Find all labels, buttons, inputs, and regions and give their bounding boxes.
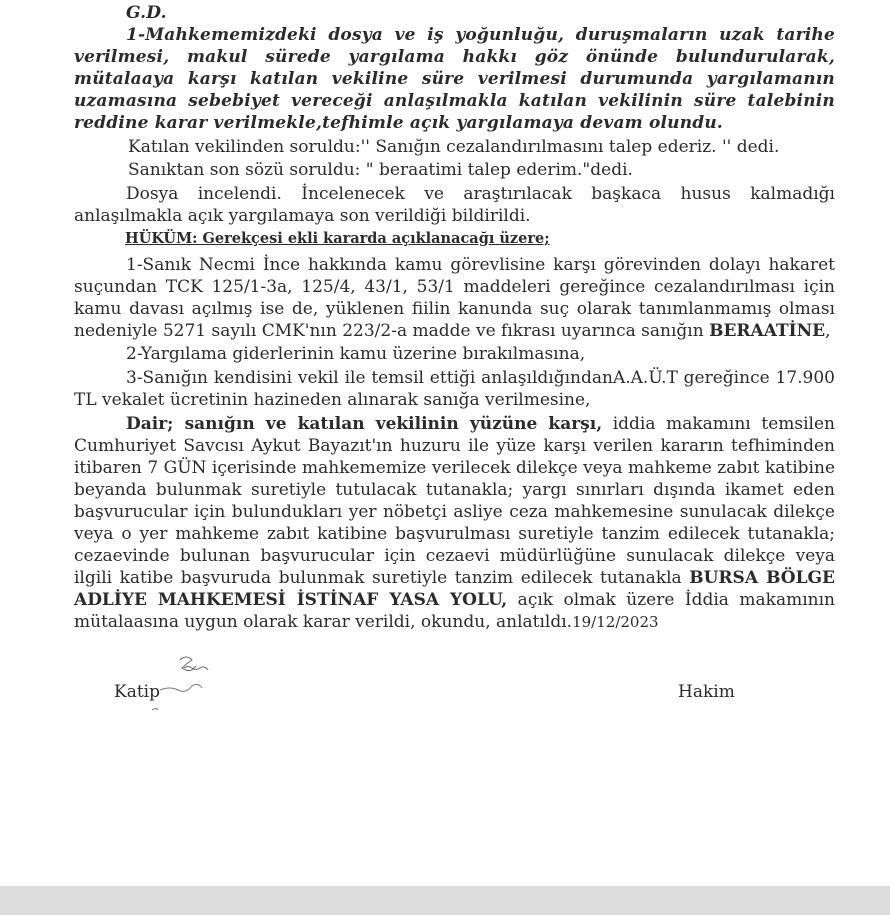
acquittal-term: BERAATİNE [709, 321, 826, 341]
final-paragraph-text-1: iddia makamını temsilen Cumhuriyet Savcısı Aykut Bayazıt'ın huzuru ile yüze karşı verilen kararın tefhiminden itibaren 7 GÜN içerisinde mahkememize verilecek dilekçe veya mahkeme zabıt katibine beyanda bulunmak suretiyle tutulacak tutanakla; yargı sınırları dışında ikamet eden başvurucular için bulundukları yer nöbetçi asliye ceza mahkemesine sunulacak dilekçe veya o yer mahkeme zabıt katibine başvurulması suretiyle tanzim edilecek tutanakla; cezaevinde bulunan başvurucular için cezaevi müdürlüğüne sunulacak dilekçe veya ilgili katibe başvuruda bulunmak suretiyle tanzim edilecek tutanakla [74, 414, 835, 588]
clerk-signature-label: Katip [114, 682, 160, 702]
verdict-item-2: 2-Yargılama giderlerinin kamu üzerine bırakılmasına, [126, 344, 586, 364]
handwritten-signature-mark [150, 640, 230, 715]
verdict-item-1 [74, 254, 835, 342]
final-paragraph [74, 413, 835, 633]
paragraph-decision-continue: 1-Mahkememizdeki dosya ve iş yoğunluğu, duruşmaların uzak tarihe verilmesi, makul sürede yargılama hakkı göz önünde bulundurularak, mütalaaya karşı katılan vekiline süre verilmesi durumunda yargılamanın uzamasına sebebiyet vereceği anlaşılmakla katılan vekilinin süre talebinin reddine karar verilmekle,tefhimle açık yargılamaya devam olundu. [74, 25, 835, 133]
verdict-item-1-end: , [825, 321, 831, 341]
verdict-item-1-text: 1-Sanık Necmi İnce hakkında kamu görevlisine karşı görevinden dolayı hakaret suçundan TCK 125/1-3a, 125/4, 43/1, 53/1 maddeleri gereğince cezalandırılması için kamu davası açılmış ise de, yüklenen fiilin kanunda suç olarak tanımlanmamış olması nedeniyle 5271 sayılı CMK'nın 223/2-a madde ve fıkrası uyarınca sanığın [74, 255, 835, 341]
paragraph-participant-statement: Katılan vekilinden soruldu:'' Sanığın cezalandırılmasını talep ederiz. '' dedi. [128, 137, 780, 157]
appeal-court-name: BURSA BÖLGE ADLİYE MAHKEMESİ İSTİNAF YASA YOLU, [74, 568, 835, 610]
final-paragraph-text-2: açık olmak üzere İddia makamının mütalaasına uygun olarak karar verildi, okundu, anlatıldı. [74, 590, 835, 632]
paragraph-file-examined: Dosya incelendi. İncelenecek ve araştırılacak başkaca husus kalmadığı anlaşılmakla açık yargılamaya son verildiği bildirildi. [74, 184, 835, 226]
judge-signature-label: Hakim [678, 682, 735, 702]
hukum-heading: HÜKÜM: Gerekçesi ekli kararda açıklanacağı üzere; [125, 230, 550, 247]
verdict-item-3: 3-Sanığın kendisini vekil ile temsil ettiği anlaşıldığındanA.A.Ü.T gereğince 17.900 TL vekalet ücretinin hazineden alınarak sanığa verilmesine, [74, 368, 835, 410]
final-paragraph-bold-start: Dair; sanığın ve katılan vekilinin yüzüne karşı, [126, 414, 603, 434]
decision-date: 19/12/2023 [572, 613, 659, 631]
paragraph-defendant-statement: Sanıktan son sözü soruldu: " beraatimi talep ederim."dedi. [128, 160, 633, 180]
document-code: G.D. [126, 3, 167, 23]
bottom-bar [0, 886, 890, 915]
